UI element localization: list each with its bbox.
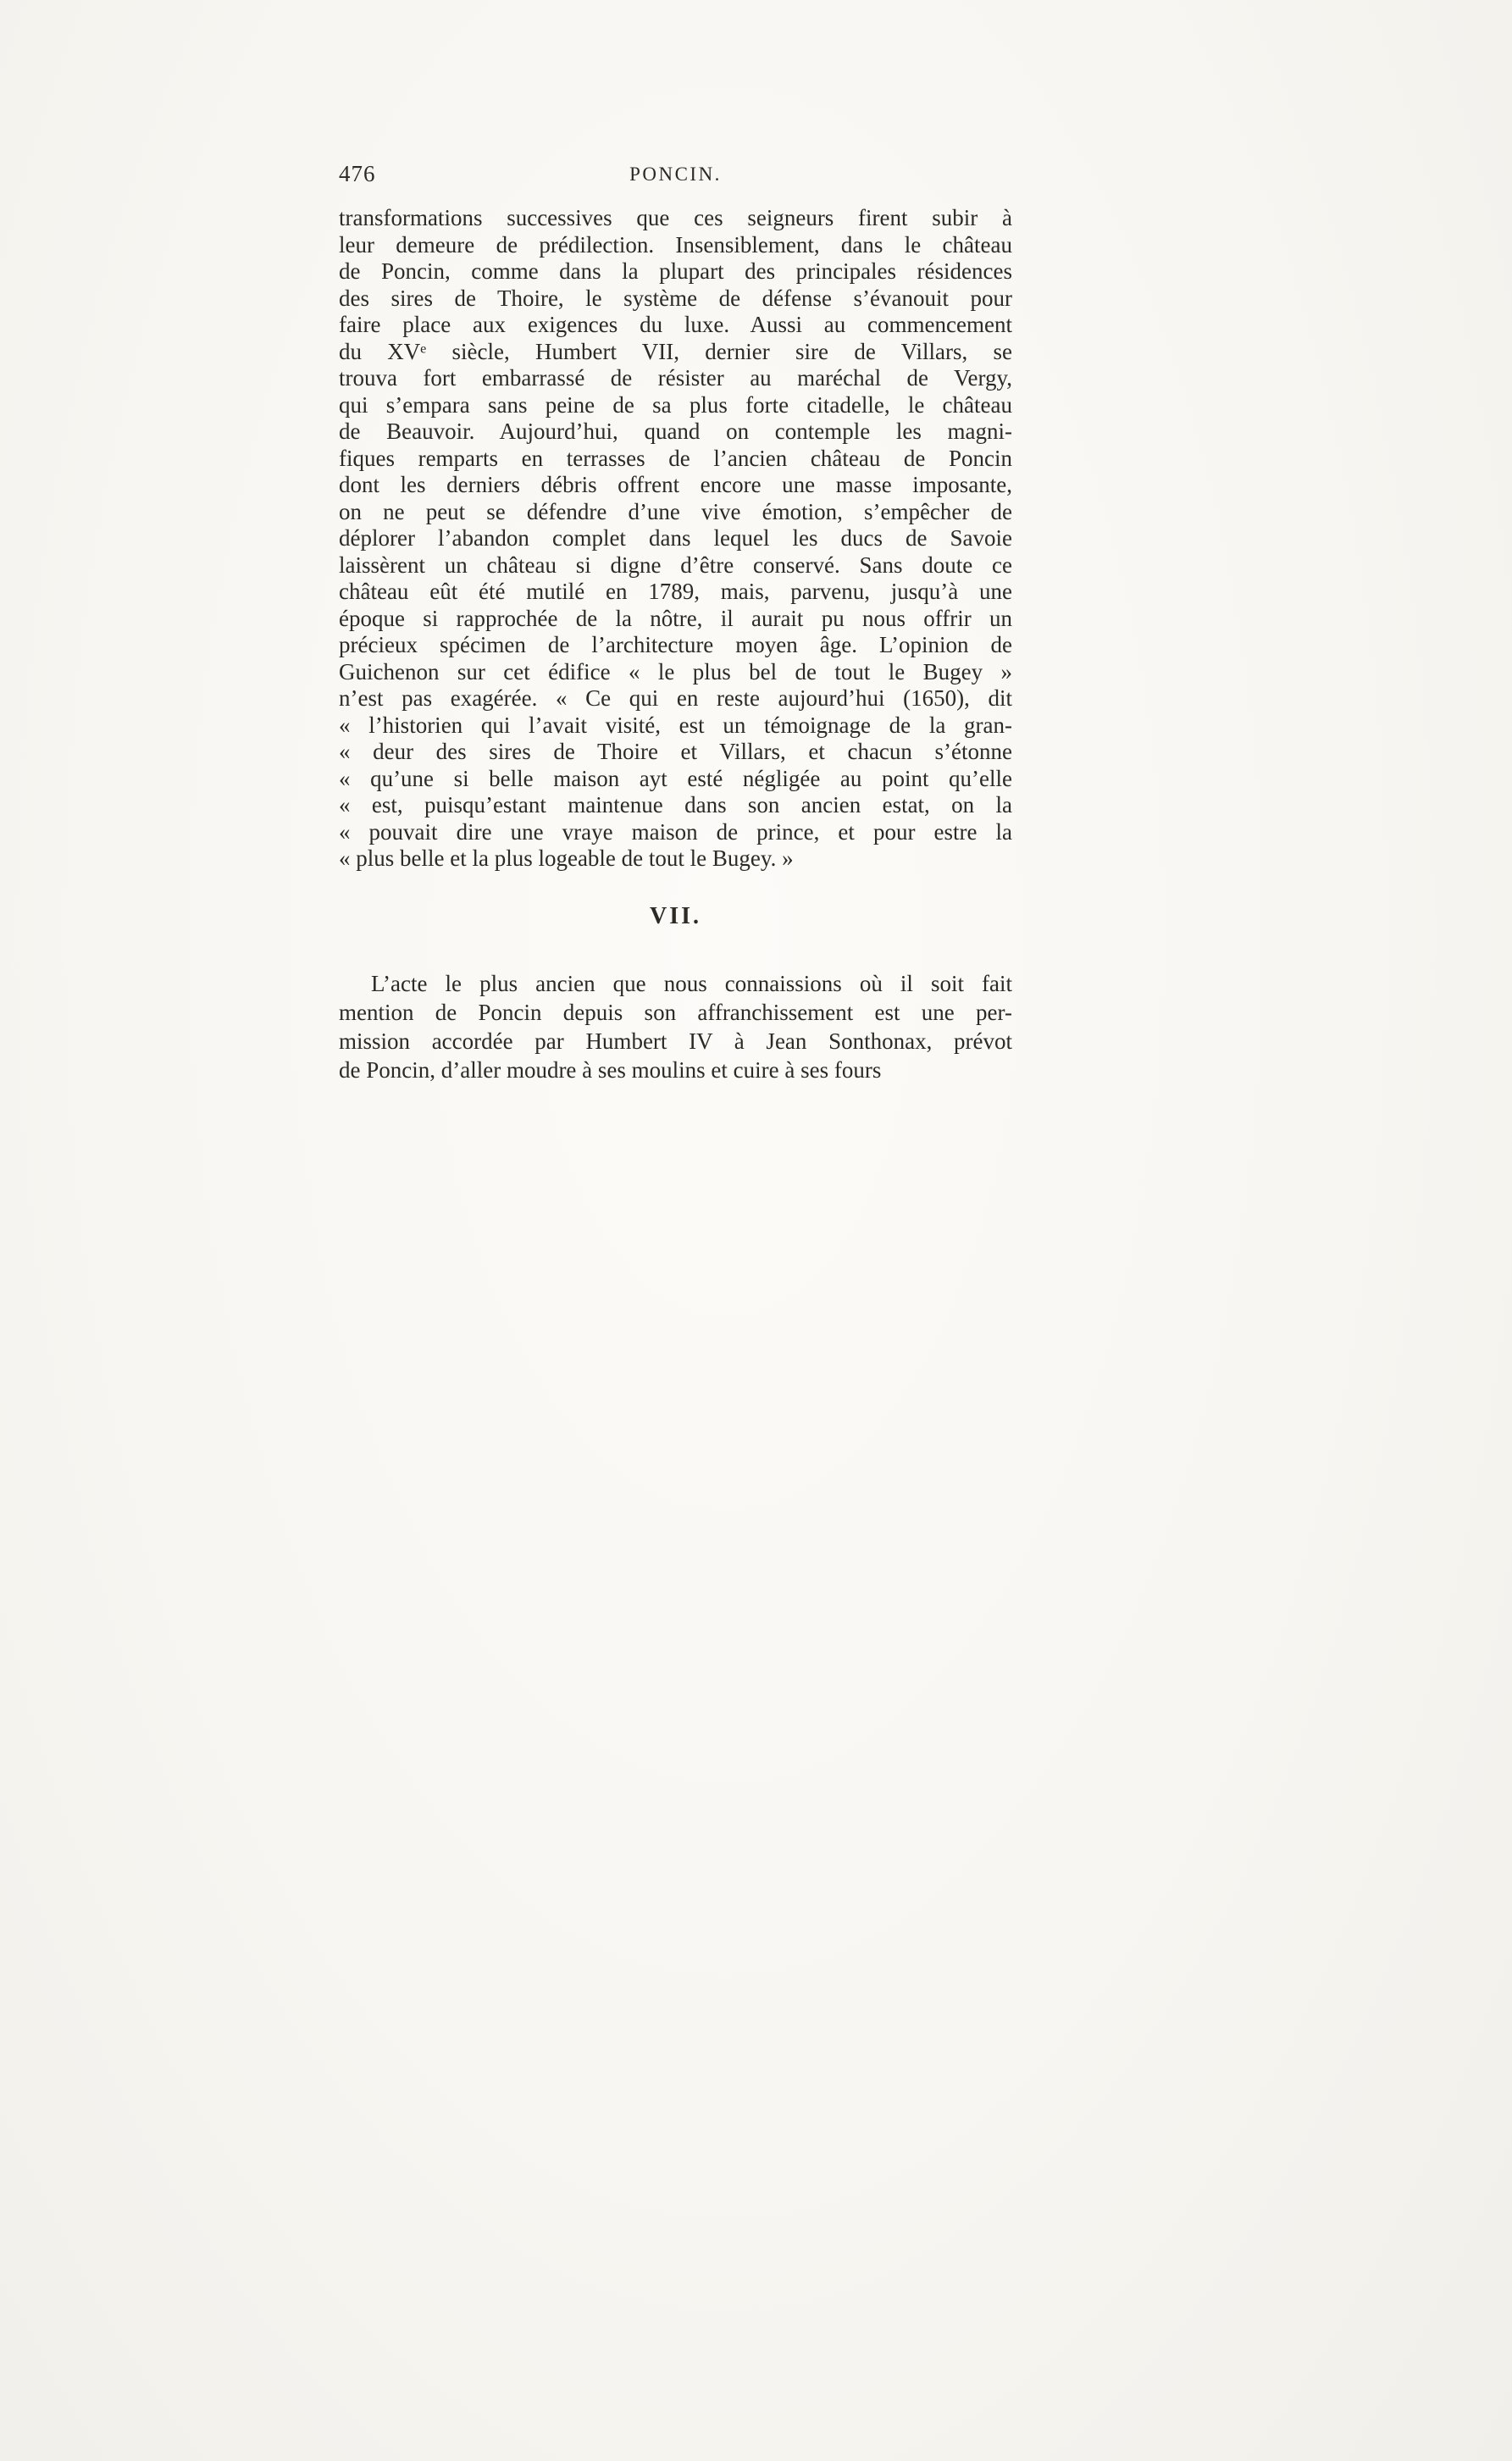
page-number: 476 xyxy=(339,161,376,186)
text-line: « deur des sires de Thoire et Villars, et chacun s’étonne xyxy=(339,739,1012,764)
text-line: on ne peut se défendre d’une vive émotion, s’empêcher de xyxy=(339,498,1012,524)
text-line: « qu’une si belle maison ayt esté négligée au point qu’elle xyxy=(339,765,1012,791)
text-line: L’acte le plus ancien que nous connaissions où il soit fait xyxy=(371,970,1012,996)
text-line: de Poncin, d’aller moudre à ses moulins et cuire à ses fours xyxy=(339,1056,882,1083)
text-line: du XVᵉ siècle, Humbert VII, dernier sire de Villars, se xyxy=(339,338,1012,364)
text-line: n’est pas exagérée. « Ce qui en reste aujourd’hui (1650), dit xyxy=(339,685,1012,711)
text-line: mention de Poncin depuis son affranchissement est une per- xyxy=(339,999,1012,1025)
text-line: des sires de Thoire, le système de défense s’évanouit pour xyxy=(339,285,1012,311)
text-line: fiques remparts en terrasses de l’ancien château de Poncin xyxy=(339,445,1012,471)
text-block xyxy=(339,161,1012,1084)
text-line: dont les derniers débris offrent encore une masse imposante, xyxy=(339,472,1012,497)
text-line: trouva fort embarrassé de résister au maréchal de Vergy, xyxy=(339,365,1012,391)
running-title: PONCIN. xyxy=(629,164,722,185)
text-line: de Poncin, comme dans la plupart des principales résidences xyxy=(339,258,1012,284)
text-line: « l’historien qui l’avait visité, est un témoignage de la gran- xyxy=(339,712,1012,738)
page-header xyxy=(339,161,1012,197)
text-line: mission accordée par Humbert IV à Jean Sonthonax, prévot xyxy=(339,1028,1012,1054)
text-line: Guichenon sur cet édifice « le plus bel de tout le Bugey » xyxy=(339,658,1012,685)
text-line: faire place aux exigences du luxe. Aussi au commencement xyxy=(339,312,1012,337)
text-line: « pouvait dire une vraye maison de prince, et pour estre la xyxy=(339,818,1012,845)
text-line: « est, puisqu’estant maintenue dans son ancien estat, on la xyxy=(339,792,1012,818)
text-line: château eût été mutilé en 1789, mais, parvenu, jusqu’à une xyxy=(339,579,1012,604)
text-line: leur demeure de prédilection. Insensiblement, dans le château xyxy=(339,231,1012,258)
text-line: époque si rapprochée de la nôtre, il aurait pu nous offrir un xyxy=(339,605,1012,631)
text-line: transformations successives que ces seigneurs firent subir à xyxy=(339,205,1012,230)
text-line: de Beauvoir. Aujourd’hui, quand on contemple les magni- xyxy=(339,418,1012,444)
body-paragraph-1 xyxy=(339,205,1012,873)
text-line: qui s’empara sans peine de sa plus forte citadelle, le château xyxy=(339,391,1012,418)
text-line: précieux spécimen de l’architecture moyen âge. L’opinion de xyxy=(339,632,1012,657)
section-heading: VII. xyxy=(649,902,701,929)
text-line: déplorer l’abandon complet dans lequel les ducs de Savoie xyxy=(339,525,1012,551)
text-line: laissèrent un château si digne d’être conservé. Sans doute ce xyxy=(339,552,1012,578)
body-paragraph-2 xyxy=(339,969,1012,1084)
text-line: « plus belle et la plus logeable de tout le Bugey. » xyxy=(339,845,794,871)
